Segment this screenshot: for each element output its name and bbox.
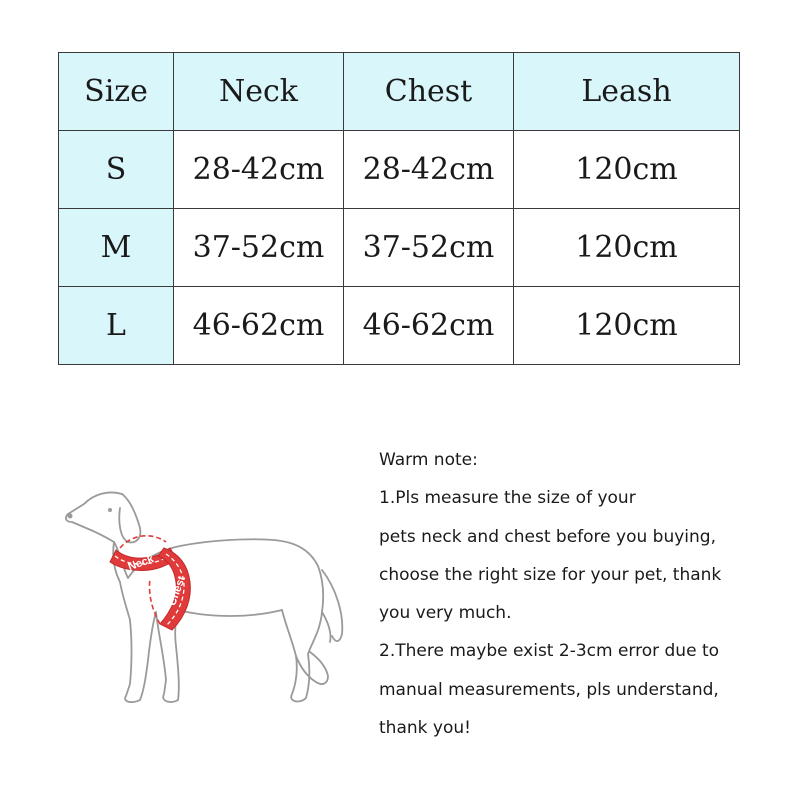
size-cell: M — [59, 209, 174, 287]
note-line: 1.Pls measure the size of your — [379, 488, 636, 509]
leash-cell: 120cm — [514, 287, 740, 365]
neck-cell: 37-52cm — [174, 209, 344, 287]
table-header-row — [59, 53, 740, 131]
note-line: manual measurements, pls understand, — [379, 679, 719, 700]
chest-cell: 46-62cm — [344, 287, 514, 365]
dog-outline — [66, 492, 342, 702]
header-size: Size — [59, 53, 174, 131]
neck-cell: 28-42cm — [174, 131, 344, 209]
note-line: pets neck and chest before you buying, — [379, 526, 716, 547]
note-title: Warm note: — [379, 450, 478, 470]
size-cell: L — [59, 287, 174, 365]
table-row — [59, 287, 740, 365]
chest-label: Chest — [166, 574, 189, 608]
note-line: thank you! — [379, 718, 471, 739]
header-neck: Neck — [174, 53, 344, 131]
note-line: 2.There maybe exist 2-3cm error due to — [379, 641, 720, 662]
warm-note — [379, 441, 779, 747]
dog-measurement-illustration — [60, 470, 380, 730]
chest-cell: 28-42cm — [344, 131, 514, 209]
leash-cell: 120cm — [514, 131, 740, 209]
neck-label: Neck — [126, 553, 156, 574]
table-row — [59, 131, 740, 209]
note-line: you very much. — [379, 603, 512, 624]
size-cell: S — [59, 131, 174, 209]
note-line: choose the right size for your pet, thank — [379, 564, 722, 585]
size-chart-table — [58, 52, 740, 365]
table-row — [59, 209, 740, 287]
leash-cell: 120cm — [514, 209, 740, 287]
header-chest: Chest — [344, 53, 514, 131]
chest-cell: 37-52cm — [344, 209, 514, 287]
neck-cell: 46-62cm — [174, 287, 344, 365]
header-leash: Leash — [514, 53, 740, 131]
